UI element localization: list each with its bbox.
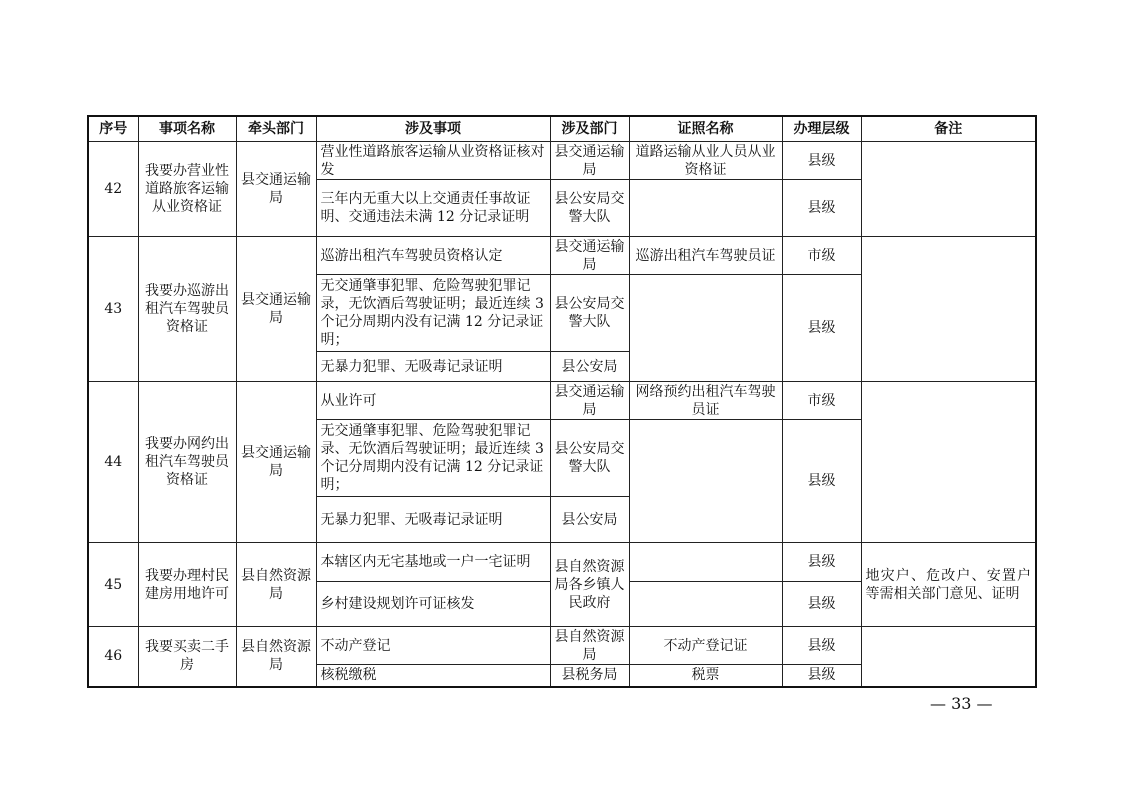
license-name: 税票 <box>629 665 782 687</box>
row-item: 我要买卖二手房 <box>138 627 236 687</box>
row-seq: 45 <box>88 543 138 627</box>
table-row <box>88 543 1036 582</box>
sub-dept: 县交通运输局 <box>550 237 629 275</box>
row-item: 我要办营业性道路旅客运输从业资格证 <box>138 142 236 237</box>
level: 县级 <box>782 543 861 582</box>
header-item: 事项名称 <box>138 116 236 142</box>
sub-item: 无交通肇事犯罪、危险驾驶犯罪记录，无饮酒后驾驶证明；最近连续 3 个记分周期内没有记满 12 分记录证明； <box>316 275 550 352</box>
sub-item: 从业许可 <box>316 382 550 420</box>
level: 市级 <box>782 237 861 275</box>
row-dept: 县交通运输局 <box>236 237 316 382</box>
sub-dept: 县公安局 <box>550 352 629 382</box>
header-license: 证照名称 <box>629 116 782 142</box>
level: 市级 <box>782 382 861 420</box>
header-dept: 牵头部门 <box>236 116 316 142</box>
remark <box>861 142 1036 237</box>
table-row <box>88 237 1036 275</box>
sub-item: 核税缴税 <box>316 665 550 687</box>
license-name: 网络预约出租汽车驾驶员证 <box>629 382 782 420</box>
sub-item: 无暴力犯罪、无吸毒记录证明 <box>316 352 550 382</box>
header-seq: 序号 <box>88 116 138 142</box>
level: 县级 <box>782 627 861 665</box>
sub-dept: 县税务局 <box>550 665 629 687</box>
row-dept: 县交通运输局 <box>236 142 316 237</box>
level: 县级 <box>782 180 861 237</box>
sub-dept: 县自然资源局各乡镇人民政府 <box>550 543 629 627</box>
row-seq: 42 <box>88 142 138 237</box>
sub-dept: 县交通运输局 <box>550 382 629 420</box>
row-item: 我要办网约出租汽车驾驶员资格证 <box>138 382 236 543</box>
row-dept: 县自然资源局 <box>236 543 316 627</box>
license-name <box>629 582 782 627</box>
table-row <box>88 142 1036 180</box>
remark: 地灾户、危改户、安置户等需相关部门意见、证明 <box>861 543 1036 627</box>
sub-item: 营业性道路旅客运输从业资格证核对发 <box>316 142 550 180</box>
remark <box>861 382 1036 543</box>
sub-item: 无暴力犯罪、无吸毒记录证明 <box>316 497 550 543</box>
license-name: 道路运输从业人员从业资格证 <box>629 142 782 180</box>
row-seq: 43 <box>88 237 138 382</box>
sub-item: 无交通肇事犯罪、危险驾驶犯罪记录、无饮酒后驾驶证明；最近连续 3 个记分周期内没有记满 12 分记录证明； <box>316 420 550 497</box>
level: 县级 <box>782 420 861 543</box>
sub-item: 巡游出租汽车驾驶员资格认定 <box>316 237 550 275</box>
row-seq: 46 <box>88 627 138 687</box>
row-dept: 县自然资源局 <box>236 627 316 687</box>
sub-item: 三年内无重大以上交通责任事故证明、交通违法未满 12 分记录证明 <box>316 180 550 237</box>
sub-dept: 县公安局交警大队 <box>550 420 629 497</box>
header-level: 办理层级 <box>782 116 861 142</box>
table-row <box>88 627 1036 665</box>
header-sub-item: 涉及事项 <box>316 116 550 142</box>
level: 县级 <box>782 665 861 687</box>
table-row <box>88 382 1036 420</box>
level: 县级 <box>782 582 861 627</box>
table-header-row <box>88 116 1036 142</box>
row-item: 我要办巡游出租汽车驾驶员资格证 <box>138 237 236 382</box>
license-name: 不动产登记证 <box>629 627 782 665</box>
license-name <box>629 180 782 237</box>
sub-dept: 县自然资源局 <box>550 627 629 665</box>
remark <box>861 627 1036 687</box>
page-number: — 33 — <box>930 694 993 713</box>
sub-dept: 县公安局交警大队 <box>550 180 629 237</box>
license-name <box>629 543 782 582</box>
remark <box>861 237 1036 382</box>
license-name: 巡游出租汽车驾驶员证 <box>629 237 782 275</box>
level: 县级 <box>782 142 861 180</box>
sub-dept: 县交通运输局 <box>550 142 629 180</box>
sub-item: 本辖区内无宅基地或一户一宅证明 <box>316 543 550 582</box>
header-sub-dept: 涉及部门 <box>550 116 629 142</box>
matters-table <box>87 115 1037 688</box>
sub-item: 不动产登记 <box>316 627 550 665</box>
row-dept: 县交通运输局 <box>236 382 316 543</box>
header-remark: 备注 <box>861 116 1036 142</box>
license-name <box>629 275 782 382</box>
row-item: 我要办理村民建房用地许可 <box>138 543 236 627</box>
level: 县级 <box>782 275 861 382</box>
sub-dept: 县公安局 <box>550 497 629 543</box>
row-seq: 44 <box>88 382 138 543</box>
license-name <box>629 420 782 543</box>
sub-item: 乡村建设规划许可证核发 <box>316 582 550 627</box>
sub-dept: 县公安局交警大队 <box>550 275 629 352</box>
